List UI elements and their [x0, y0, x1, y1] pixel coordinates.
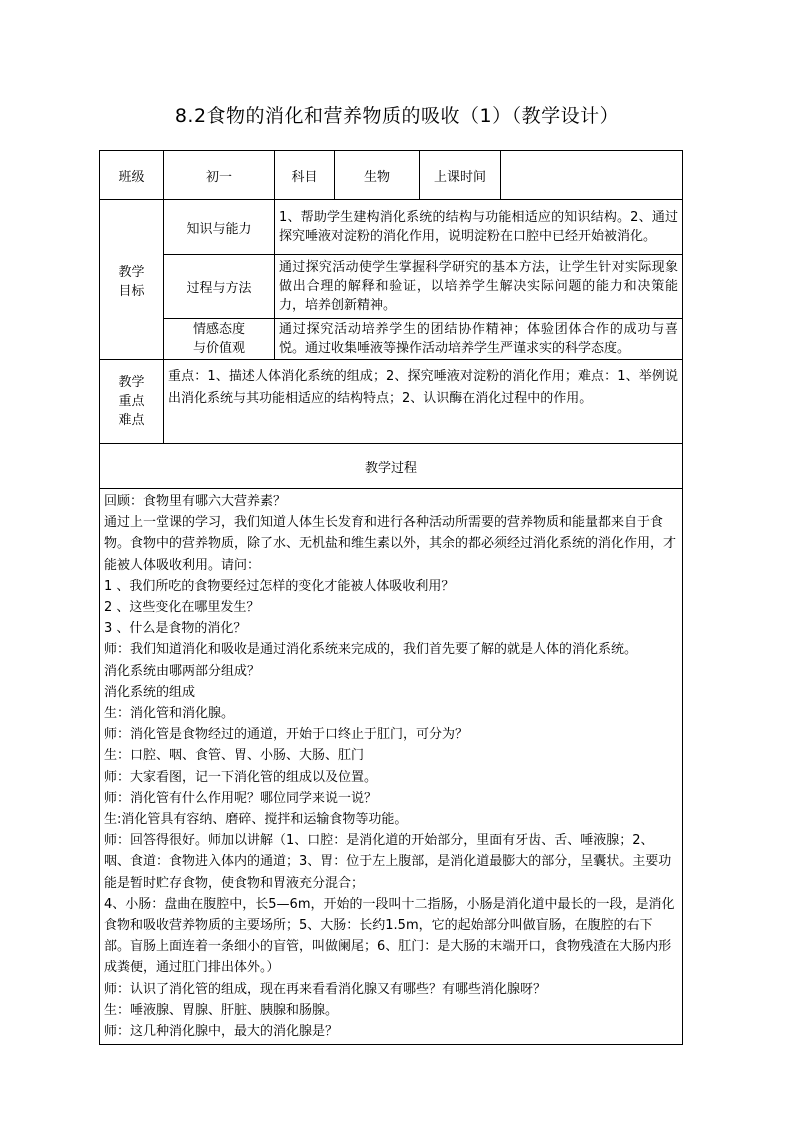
class-value: 初一 [164, 151, 275, 200]
emotion-label-line2: 与价值观 [192, 341, 245, 356]
emotion-label-line1: 情感态度 [192, 322, 245, 337]
key-points-label-line2: 重点 [118, 394, 145, 409]
process-line: 师：认识了消化管的组成，现在再来看看消化腺又有哪些？有哪些消化腺呀？ [104, 981, 547, 997]
process-line: 消化系统由哪两部分组成？ [104, 663, 261, 679]
process-line: 师：回答得很好。师加以讲解（1、口腔：是消化道的开始部分，里面有牙齿、舌、唾液腺；2、咽、食道：食物进入体内的通道；3、胃：位于左上腹部，是消化道最膨大的部分，呈囊状。主要功能是暂时贮存食物，使食物和胃液充分混合； [104, 833, 672, 891]
process-body-row [100, 489, 683, 1045]
process-line: 师：我们知道消化和吸收是通过消化系统来完成的，我们首先要了解的就是人体的消化系统。 [104, 642, 638, 658]
class-label: 班级 [100, 151, 164, 200]
objectives-label-line2: 目标 [118, 283, 145, 299]
key-points-label [100, 360, 164, 444]
process-line: 1 、我们所吃的食物要经过怎样的变化才能被人体吸收利用？ [104, 578, 455, 594]
document-title: 8.2食物的消化和营养物质的吸收（1）（教学设计） [174, 105, 620, 127]
process-line: 4、小肠：盘曲在腹腔中，长5—6m，开始的一段叫十二指肠，小肠是消化道中最长的一段，是消化食物和吸收营养物质的主要场所；5、大肠：长约1.5m，它的起始部分叫做盲肠，在腹腔的右下部。盲肠上面连着一条细小的盲管，叫做阑尾；6、肛门：是大肠的末端开口，食物残渣在大肠内形成粪便，通过肛门排出体外。） [104, 896, 675, 976]
objective-emotion-row [100, 319, 683, 360]
time-value [501, 151, 683, 200]
process-line: 师：这几种消化腺中，最大的消化腺是？ [104, 1024, 339, 1040]
process-line: 回顾：食物里有哪六大营养素？ [104, 494, 287, 509]
subject-label: 科目 [275, 151, 335, 200]
process-line: 生:消化管具有容纳、磨碎、搅拌和运输食物等功能。 [104, 812, 408, 828]
objectives-label-line1: 教学 [118, 264, 145, 280]
key-points-text: 重点：1、描述人体消化系统的组成；2、探究唾液对淀粉的消化作用；难点：1、举例说出消化系统与其功能相适应的结构特点；2、认识酶在消化过程中的作用。 [164, 360, 683, 444]
process-line: 通过上一堂课的学习，我们知道人体生长发育和进行各种活动所需要的营养物质和能量都来自于食物。食物中的营养物质，除了水、无机盐和维生素以外，其余的都必须经过消化系统的消化作用，才能被人体吸收利用。请问： [104, 515, 677, 573]
objective-knowledge-row [100, 200, 683, 255]
emotion-text: 通过探究活动培养学生的团结协作精神；体验团体合作的成功与喜悦。通过收集唾液等操作活动培养学生严谨求实的科学态度。 [275, 319, 683, 360]
lesson-plan-table [99, 150, 683, 1045]
process-line: 3 、什么是食物的消化？ [104, 621, 247, 637]
process-line: 师：消化管有什么作用呢？哪位同学来说一说？ [104, 790, 378, 806]
process-label: 过程与方法 [164, 255, 275, 319]
process-line: 师：消化管是食物经过的通道，开始于口终止于肛门，可分为？ [104, 727, 469, 743]
process-body [100, 489, 683, 1045]
process-header: 教学过程 [100, 444, 683, 489]
key-points-label-line3: 难点 [118, 413, 145, 428]
process-line: 消化系统的组成 [104, 684, 196, 700]
process-text: 通过探究活动使学生掌握科学研究的基本方法，让学生针对实际现象做出合理的解释和验证，以培养学生解决实际问题的能力和决策能力，培养创新精神。 [275, 255, 683, 319]
key-points-row [100, 360, 683, 444]
emotion-label [164, 319, 275, 360]
knowledge-text: 1、帮助学生建构消化系统的结构与功能相适应的知识结构。2、通过探究唾液对淀粉的消化作用，说明淀粉在口腔中已经开始被消化。 [275, 200, 683, 255]
process-line: 2 、这些变化在哪里发生？ [104, 600, 260, 616]
process-header-row [100, 444, 683, 489]
key-points-label-line1: 教学 [118, 375, 145, 390]
objectives-label [100, 200, 164, 360]
objective-process-row [100, 255, 683, 319]
process-line: 生：口腔、咽、食管、胃、小肠、大肠、肛门 [104, 748, 365, 764]
process-line: 师：大家看图，记一下消化管的组成以及位置。 [104, 769, 378, 785]
process-line: 生：唾液腺、胃腺、肝脏、胰腺和肠腺。 [104, 1002, 339, 1018]
subject-value: 生物 [335, 151, 420, 200]
header-row [100, 151, 683, 200]
time-label: 上课时间 [420, 151, 501, 200]
knowledge-label: 知识与能力 [164, 200, 275, 255]
process-line: 生：消化管和消化腺。 [104, 706, 235, 722]
